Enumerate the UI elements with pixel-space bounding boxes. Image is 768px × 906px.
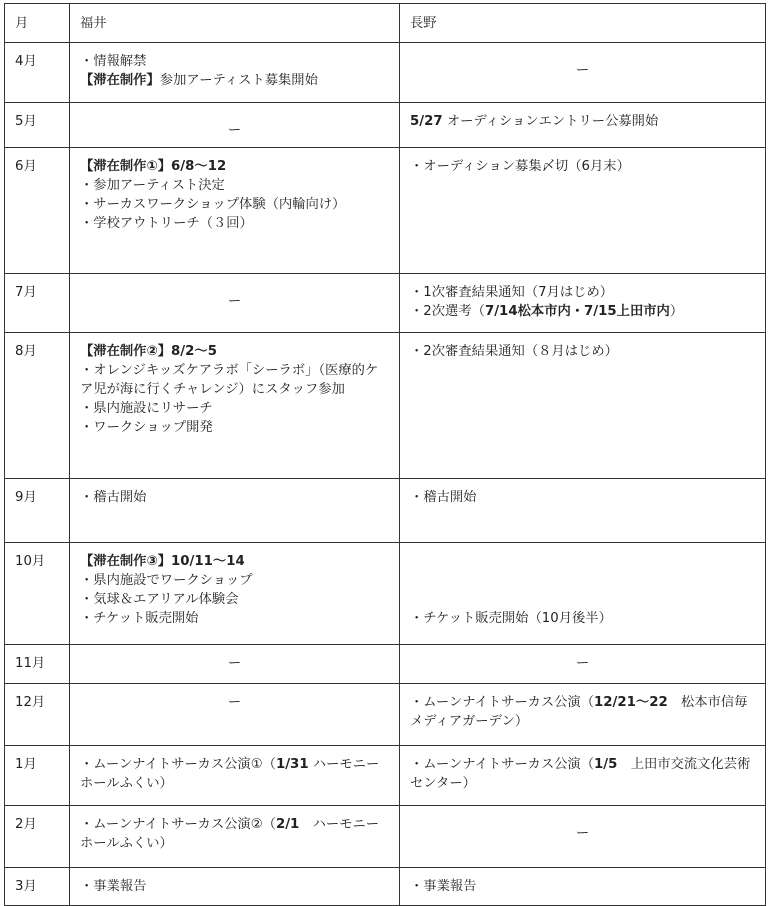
schedule-line xyxy=(80,176,389,195)
line-highlight: 【滞在制作①】6/8〜12 xyxy=(80,159,227,174)
table-row xyxy=(5,148,766,274)
fukui-cell xyxy=(70,333,400,479)
nagano-cell xyxy=(400,43,766,103)
nagano-cell xyxy=(400,746,766,806)
line-text: オーディションエントリー公募開始 xyxy=(442,114,659,129)
line-text: ・1次審査結果通知（7月はじめ） xyxy=(410,285,614,300)
line-text: ・参加アーティスト決定 xyxy=(80,178,225,193)
empty-dash: ー xyxy=(227,123,242,138)
empty-dash: ー xyxy=(575,826,590,841)
schedule-line xyxy=(80,214,389,233)
schedule-line xyxy=(80,552,389,571)
nagano-cell xyxy=(400,333,766,479)
fukui-cell xyxy=(70,479,400,543)
month-cell: 1月 xyxy=(5,746,70,806)
line-highlight: 【滞在制作②】8/2〜5 xyxy=(80,344,217,359)
line-highlight: 【滞在制作③】10/11〜14 xyxy=(80,554,245,569)
spacer xyxy=(410,571,755,590)
month-cell: 12月 xyxy=(5,684,70,746)
table-row xyxy=(5,543,766,645)
line-text: ・チケット販売開始（10月後半） xyxy=(410,611,612,626)
month-cell: 8月 xyxy=(5,333,70,479)
schedule-line xyxy=(410,693,755,731)
schedule-line xyxy=(410,342,755,361)
line-highlight: 2/1 xyxy=(275,817,300,832)
line-highlight: 12/21〜22 xyxy=(594,695,668,710)
nagano-cell xyxy=(400,148,766,274)
month-cell: 4月 xyxy=(5,43,70,103)
month-cell: 9月 xyxy=(5,479,70,543)
line-text: 松本市信毎メディアガーデン） xyxy=(410,695,748,729)
line-text: ・県内施設にリサーチ xyxy=(80,401,213,416)
schedule-body xyxy=(5,43,766,906)
fukui-cell xyxy=(70,684,400,746)
line-text: ） xyxy=(669,304,684,319)
schedule-line xyxy=(80,488,389,507)
line-text: ・オレンジキッズケアラボ「シーラボ」（医療的ケア児が海に行くチャレンジ）にスタッフ参加 xyxy=(80,363,379,397)
nagano-cell xyxy=(400,806,766,868)
table-row xyxy=(5,868,766,906)
nagano-cell xyxy=(400,274,766,333)
fukui-cell xyxy=(70,806,400,868)
header-fukui: 福井 xyxy=(70,4,400,43)
schedule-line xyxy=(80,590,389,609)
schedule-line xyxy=(80,71,389,90)
line-text: ・2次審査結果通知（８月はじめ） xyxy=(410,344,618,359)
schedule-line xyxy=(80,609,389,628)
nagano-cell xyxy=(400,684,766,746)
month-cell: 6月 xyxy=(5,148,70,274)
schedule-line xyxy=(80,195,389,214)
schedule-line xyxy=(80,418,389,437)
month-cell: 5月 xyxy=(5,103,70,148)
line-text: ・稽古開始 xyxy=(410,490,477,505)
line-text: ・県内施設でワークショップ xyxy=(80,573,253,588)
nagano-cell xyxy=(400,103,766,148)
schedule-line xyxy=(80,361,389,399)
schedule-table xyxy=(4,3,766,906)
line-text: ・学校アウトリーチ（３回） xyxy=(80,216,253,231)
fukui-cell xyxy=(70,274,400,333)
line-text: ・気球＆エアリアル体験会 xyxy=(80,592,239,607)
fukui-cell xyxy=(70,543,400,645)
line-prefix: ・ムーンナイトサーカス公演①（ xyxy=(80,757,276,772)
schedule-line xyxy=(410,488,755,507)
line-text: ・チケット販売開始 xyxy=(80,611,199,626)
line-highlight: 1/5 xyxy=(594,757,618,772)
schedule-line xyxy=(80,815,389,853)
month-cell: 7月 xyxy=(5,274,70,333)
nagano-cell xyxy=(400,645,766,684)
line-text: ハーモニーホールふくい） xyxy=(80,757,380,791)
line-prefix: ・ムーンナイトサーカス公演②（ xyxy=(80,817,276,832)
table-row xyxy=(5,479,766,543)
fukui-cell xyxy=(70,746,400,806)
line-text: ・事業報告 xyxy=(80,879,147,894)
table-row xyxy=(5,333,766,479)
schedule-line xyxy=(410,112,755,131)
line-prefix: ・2次選考（ xyxy=(410,304,485,319)
spacer xyxy=(410,590,755,609)
line-highlight: 1/31 xyxy=(275,757,309,772)
line-highlight: 【滞在制作】 xyxy=(80,73,160,88)
line-prefix: ・ムーンナイトサーカス公演（ xyxy=(410,757,595,772)
schedule-line xyxy=(80,877,389,896)
line-highlight: 7/14松本市内・7/15上田市内 xyxy=(484,304,670,319)
fukui-cell xyxy=(70,148,400,274)
fukui-cell xyxy=(70,103,400,148)
line-text: ・ワークショップ開発 xyxy=(80,420,213,435)
fukui-cell xyxy=(70,645,400,684)
line-text: ・事業報告 xyxy=(410,879,477,894)
line-text: ・稽古開始 xyxy=(80,490,147,505)
empty-dash: ー xyxy=(227,294,242,309)
line-text: ハーモニーホールふくい） xyxy=(80,817,380,851)
empty-dash: ー xyxy=(575,656,590,671)
line-text: ・オーディション募集〆切（6月末） xyxy=(410,159,630,174)
schedule-line xyxy=(80,399,389,418)
month-cell: 10月 xyxy=(5,543,70,645)
header-row xyxy=(5,4,766,43)
schedule-line xyxy=(410,302,755,321)
schedule-line xyxy=(80,52,389,71)
table-row xyxy=(5,806,766,868)
empty-dash: ー xyxy=(227,695,242,710)
month-cell: 11月 xyxy=(5,645,70,684)
line-text: 参加アーティスト募集開始 xyxy=(159,73,318,88)
nagano-cell xyxy=(400,868,766,906)
table-row xyxy=(5,43,766,103)
line-text: ・サーカスワークショップ体験（内輪向け） xyxy=(80,197,346,212)
header-nagano: 長野 xyxy=(400,4,766,43)
table-row xyxy=(5,103,766,148)
schedule-line xyxy=(410,877,755,896)
nagano-cell xyxy=(400,479,766,543)
line-text: 上田市交流文化芸術センター） xyxy=(410,757,751,791)
table-row xyxy=(5,274,766,333)
empty-dash: ー xyxy=(227,656,242,671)
table-row xyxy=(5,746,766,806)
schedule-line xyxy=(410,157,755,176)
schedule-line xyxy=(80,342,389,361)
month-cell: 2月 xyxy=(5,806,70,868)
spacer xyxy=(410,552,755,571)
fukui-cell xyxy=(70,868,400,906)
empty-dash: ー xyxy=(575,63,590,78)
nagano-cell xyxy=(400,543,766,645)
month-cell: 3月 xyxy=(5,868,70,906)
schedule-line xyxy=(80,571,389,590)
schedule-line xyxy=(410,609,755,628)
line-prefix: ・ムーンナイトサーカス公演（ xyxy=(410,695,595,710)
table-row xyxy=(5,684,766,746)
line-text: ・情報解禁 xyxy=(80,54,147,69)
fukui-cell xyxy=(70,43,400,103)
schedule-line xyxy=(410,283,755,302)
table-row xyxy=(5,645,766,684)
schedule-line xyxy=(80,755,389,793)
header-month: 月 xyxy=(5,4,70,43)
schedule-line xyxy=(80,157,389,176)
line-highlight: 5/27 xyxy=(410,114,443,129)
schedule-line xyxy=(410,755,755,793)
